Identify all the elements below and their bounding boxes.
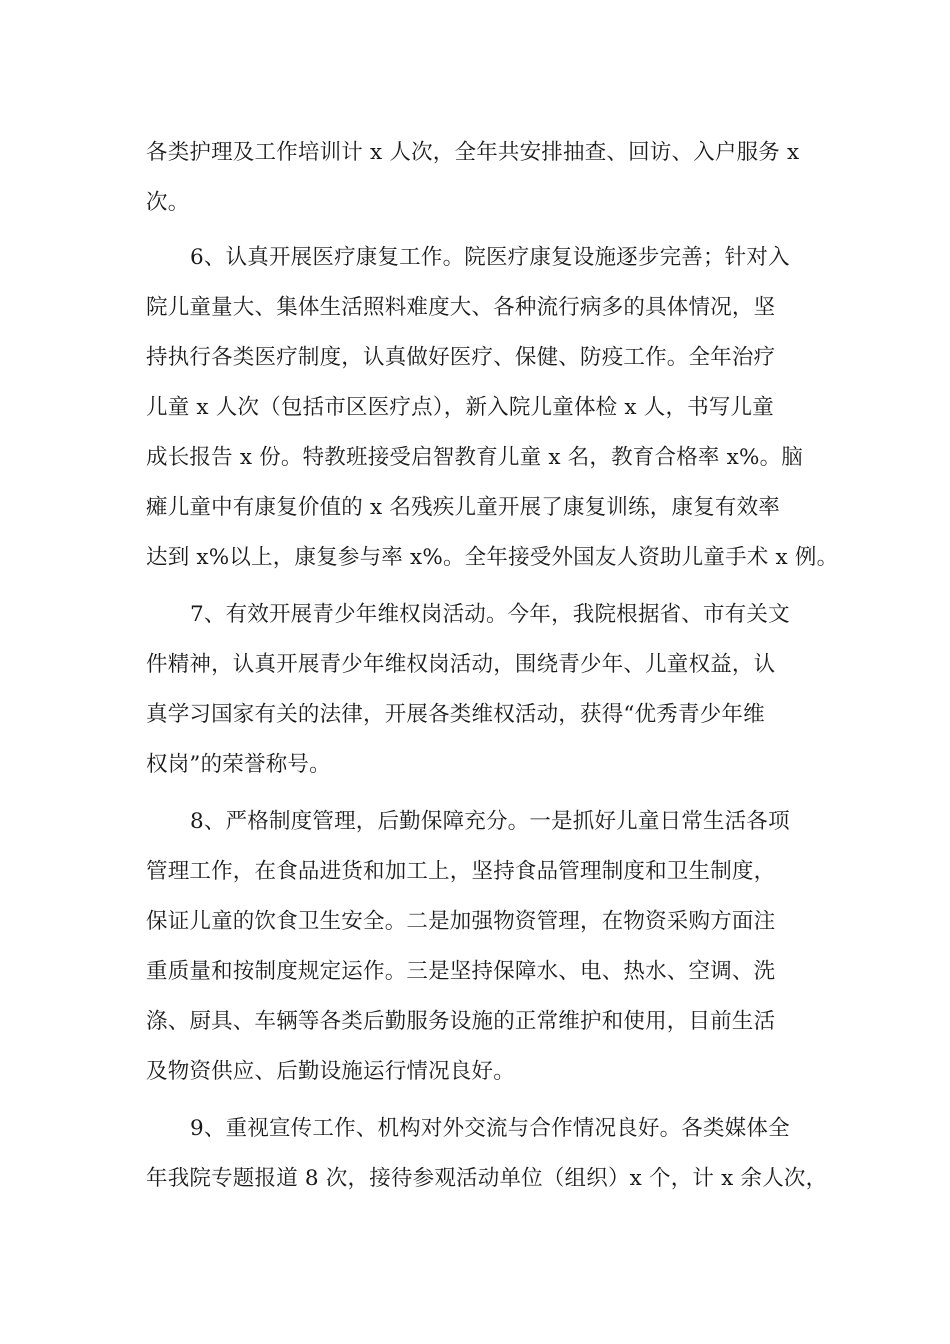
paragraph-6-first-line: 6、认真开展医疗康复工作。院医疗康复设施逐步完善；针对入 (190, 245, 790, 270)
text-line: 达到 x%以上，康复参与率 x%。全年接受外国友人资助儿童手术 x 例。 (146, 545, 839, 570)
text-line: 件精神，认真开展青少年维权岗活动，围绕青少年、儿童权益，认 (146, 652, 776, 677)
text-line: 管理工作，在食品进货和加工上，坚持食品管理制度和卫生制度， (146, 859, 776, 884)
text-line: 儿童 x 人次（包括市区医疗点），新入院儿童体检 x 人，书写儿童 (146, 395, 774, 420)
text-line: 保证儿童的饮食卫生安全。二是加强物资管理，在物资采购方面注 (146, 909, 776, 934)
text-line: 次。 (146, 190, 190, 215)
text-line: 持执行各类医疗制度，认真做好医疗、保健、防疫工作。全年治疗 (146, 345, 776, 370)
text-line: 真学习国家有关的法律，开展各类维权活动，获得“优秀青少年维 (146, 702, 765, 727)
paragraph-9-first-line: 9、重视宣传工作、机构对外交流与合作情况良好。各类媒体全 (190, 1116, 790, 1141)
text-line: 院儿童量大、集体生活照料难度大、各种流行病多的具体情况，坚 (146, 295, 776, 320)
text-line: 瘫儿童中有康复价值的 x 名残疾儿童开展了康复训练，康复有效率 (146, 495, 780, 520)
text-line: 成长报告 x 份。特教班接受启智教育儿童 x 名，教育合格率 x%。脑 (146, 445, 803, 470)
paragraph-7-first-line: 7、有效开展青少年维权岗活动。今年，我院根据省、市有关文 (190, 602, 790, 627)
text-line: 涤、厨具、车辆等各类后勤服务设施的正常维护和使用，目前生活 (146, 1009, 776, 1034)
text-line: 重质量和按制度规定运作。三是坚持保障水、电、热水、空调、洗 (146, 959, 776, 984)
paragraph-8-first-line: 8、严格制度管理，后勤保障充分。一是抓好儿童日常生活各项 (190, 809, 790, 834)
text-line: 各类护理及工作培训计 x 人次，全年共安排抽查、回访、入户服务 x (146, 140, 800, 165)
text-line: 及物资供应、后勤设施运行情况良好。 (146, 1059, 515, 1084)
text-line: 权岗”的荣誉称号。 (146, 752, 331, 777)
text-line: 年我院专题报道 8 次，接待参观活动单位（组织）x 个，计 x 余人次， (146, 1166, 828, 1191)
